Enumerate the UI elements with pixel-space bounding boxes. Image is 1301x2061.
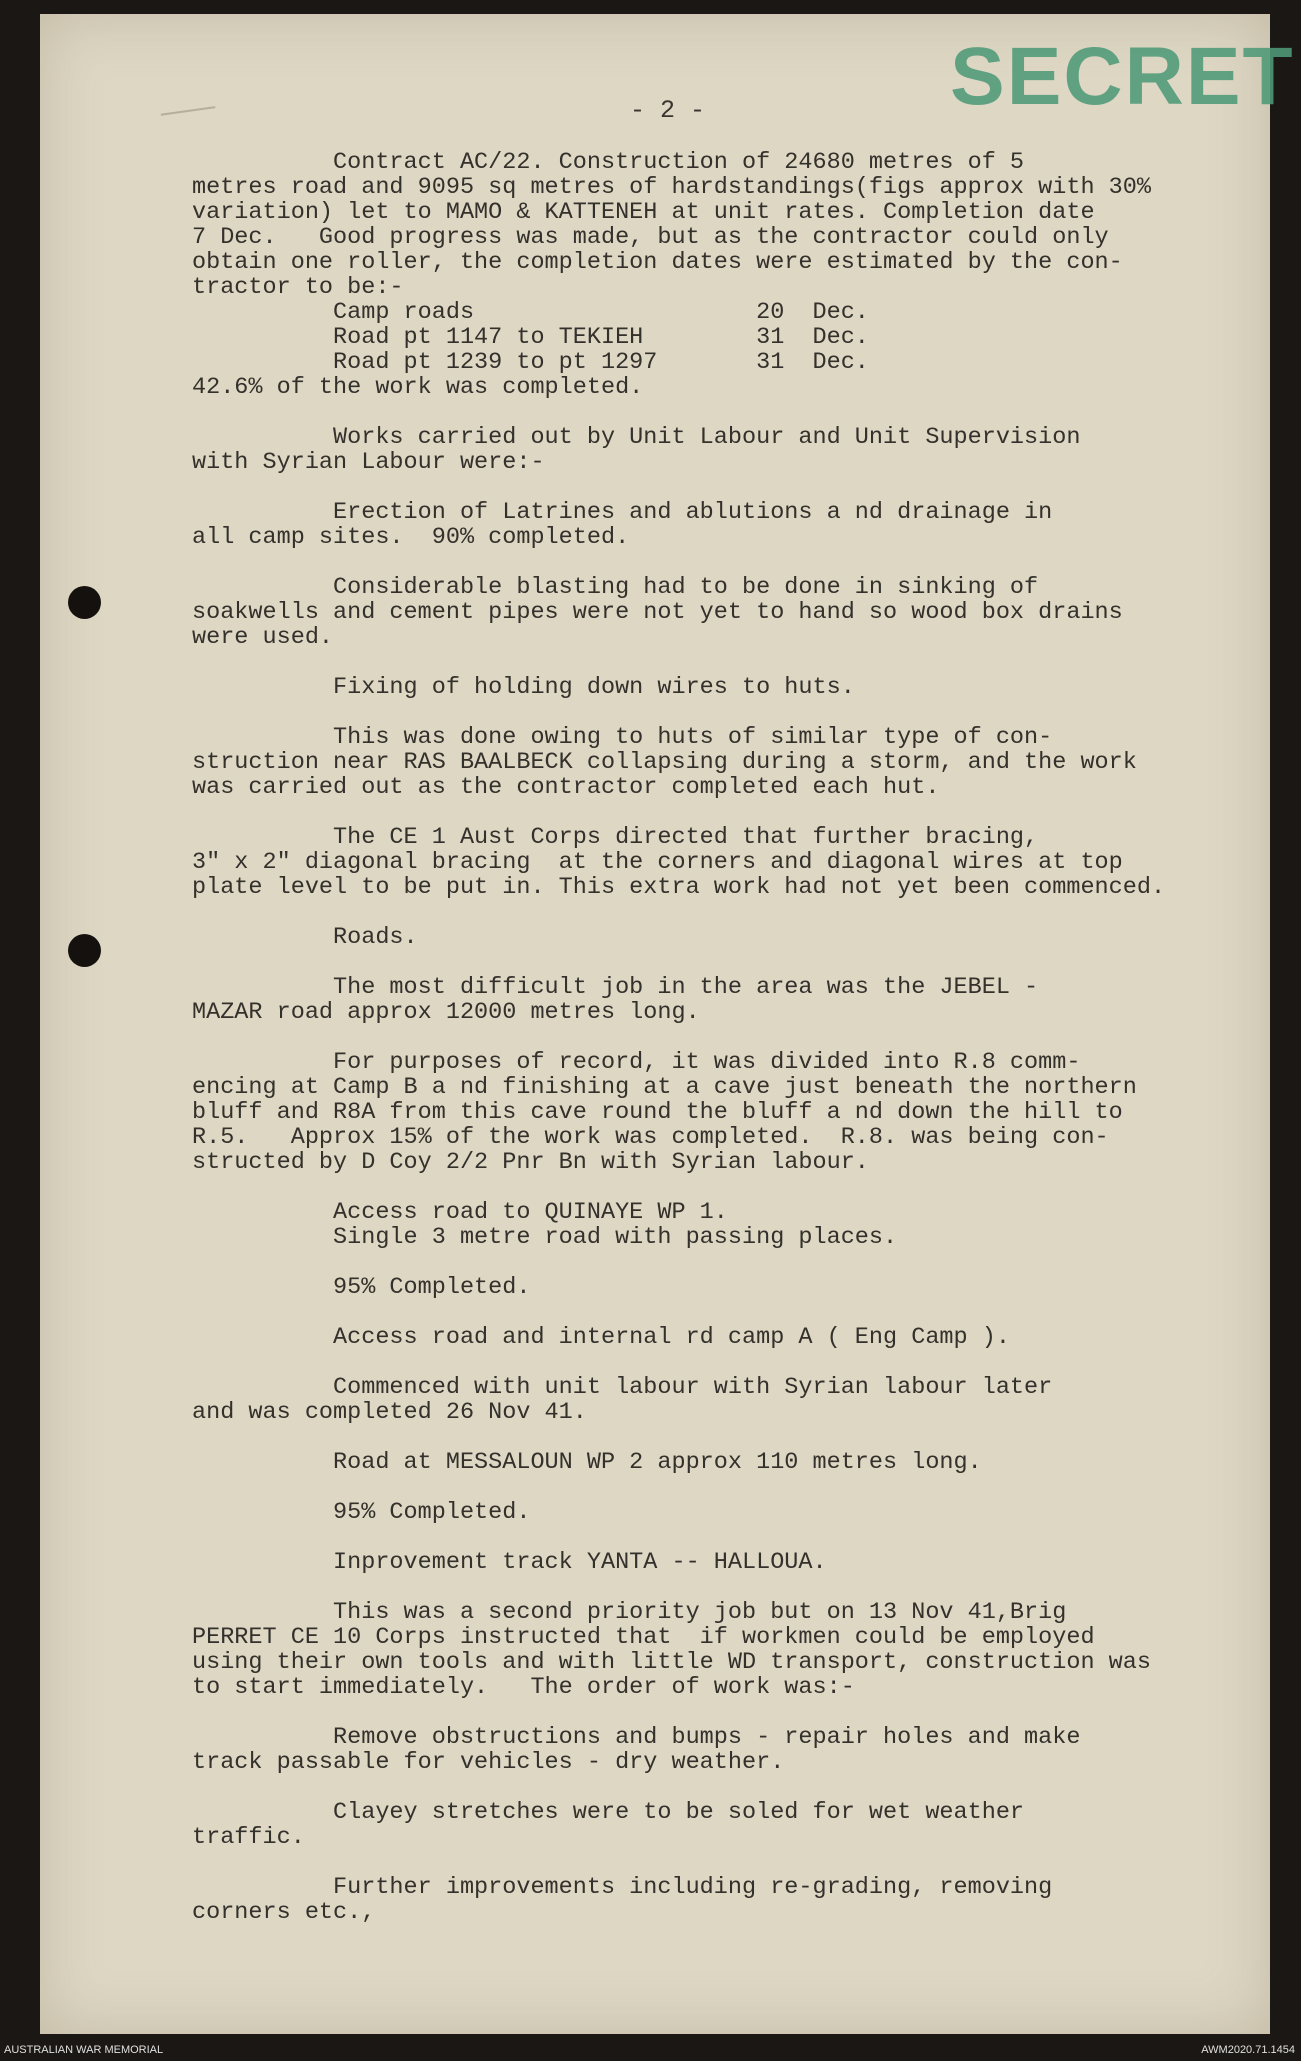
text-line xyxy=(192,1250,1252,1275)
text-line: Road at MESSALOUN WP 2 approx 110 metres long. xyxy=(192,1449,982,1476)
text-line xyxy=(192,1475,1252,1500)
text-line: Commenced with unit labour with Syrian labour later xyxy=(192,1374,1053,1401)
text-line: Remove obstructions and bumps - repair holes and make xyxy=(192,1724,1081,1751)
text-line: Access road and internal rd camp A ( Eng Camp ). xyxy=(192,1324,1010,1351)
text-line: Fixing of holding down wires to huts. xyxy=(192,674,855,701)
text-line: structed by D Coy 2/2 Pnr Bn with Syrian labour. xyxy=(192,1149,869,1176)
text-line: This was done owing to huts of similar type of con- xyxy=(192,724,1053,751)
text-line: Single 3 metre road with passing places. xyxy=(192,1224,898,1251)
text-line: and was completed 26 Nov 41. xyxy=(192,1399,587,1426)
text-line xyxy=(192,1425,1252,1450)
text-line xyxy=(192,1025,1252,1050)
text-line: metres road and 9095 sq metres of hardstandings(figs approx with 30% xyxy=(192,174,1151,201)
text-line: 3" x 2" diagonal bracing at the corners and diagonal wires at top xyxy=(192,849,1123,876)
text-line: track passable for vehicles - dry weather. xyxy=(192,1749,785,1776)
text-line: tractor to be:- xyxy=(192,274,404,301)
text-line xyxy=(192,1525,1252,1550)
text-line: plate level to be put in. This extra work had not yet been commenced. xyxy=(192,874,1166,901)
text-line: all camp sites. 90% completed. xyxy=(192,524,630,551)
text-line: 95% Completed. xyxy=(192,1274,531,1301)
text-line xyxy=(192,650,1252,675)
text-line: using their own tools and with little WD transport, construction was xyxy=(192,1649,1151,1676)
text-line xyxy=(192,950,1252,975)
document-body xyxy=(192,150,1252,1925)
text-line: Works carried out by Unit Labour and Unit Supervision xyxy=(192,424,1081,451)
text-line xyxy=(192,1850,1252,1875)
text-line: obtain one roller, the completion dates were estimated by the con- xyxy=(192,249,1123,276)
text-line: struction near RAS BAALBECK collapsing during a storm, and the work xyxy=(192,749,1137,776)
text-line: soakwells and cement pipes were not yet to hand so wood box drains xyxy=(192,599,1123,626)
text-line: 95% Completed. xyxy=(192,1499,531,1526)
text-line: Roads. xyxy=(192,924,418,951)
text-line: Road pt 1239 to pt 1297 31 Dec. xyxy=(192,349,869,376)
text-line xyxy=(192,550,1252,575)
text-line: 7 Dec. Good progress was made, but as the contractor could only xyxy=(192,224,1109,251)
text-line xyxy=(192,1775,1252,1800)
text-line: R.5. Approx 15% of the work was completed. R.8. was being con- xyxy=(192,1124,1109,1151)
text-line: PERRET CE 10 Corps instructed that if workmen could be employed xyxy=(192,1624,1095,1651)
text-line: Further improvements including re-grading, removing xyxy=(192,1874,1053,1901)
text-line xyxy=(192,700,1252,725)
text-line xyxy=(192,475,1252,500)
text-line: Considerable blasting had to be done in sinking of xyxy=(192,574,1039,601)
punch-hole xyxy=(68,586,101,619)
secret-stamp: SECRET xyxy=(950,31,1295,122)
text-line: with Syrian Labour were:- xyxy=(192,449,545,476)
text-line xyxy=(192,400,1252,425)
text-line: Contract AC/22. Construction of 24680 metres of 5 xyxy=(192,149,1025,176)
pencil-mark xyxy=(160,98,216,116)
document-page xyxy=(40,14,1295,2034)
text-line xyxy=(192,1350,1252,1375)
text-line xyxy=(192,1300,1252,1325)
page-number: - 2 - xyxy=(630,96,706,125)
text-line xyxy=(192,800,1252,825)
text-line xyxy=(192,900,1252,925)
text-line: encing at Camp B a nd finishing at a cave just beneath the northern xyxy=(192,1074,1137,1101)
punch-hole xyxy=(68,934,101,967)
text-line: The most difficult job in the area was the JEBEL - xyxy=(192,974,1039,1001)
footer-right: AWM2020.71.1454 xyxy=(1201,2044,1295,2056)
text-line xyxy=(192,1175,1252,1200)
text-line: corners etc., xyxy=(192,1899,376,1926)
text-line: The CE 1 Aust Corps directed that further bracing, xyxy=(192,824,1039,851)
footer-left: AUSTRALIAN WAR MEMORIAL xyxy=(4,2044,164,2056)
text-line: traffic. xyxy=(192,1824,305,1851)
text-line: variation) let to MAMO & KATTENEH at unit rates. Completion date xyxy=(192,199,1095,226)
text-line xyxy=(192,1575,1252,1600)
text-line: Road pt 1147 to TEKIEH 31 Dec. xyxy=(192,324,869,351)
text-line: was carried out as the contractor completed each hut. xyxy=(192,774,940,801)
text-line: 42.6% of the work was completed. xyxy=(192,374,644,401)
text-line: Access road to QUINAYE WP 1. xyxy=(192,1199,728,1226)
text-line: were used. xyxy=(192,624,334,651)
text-line: bluff and R8A from this cave round the bluff a nd down the hill to xyxy=(192,1099,1123,1126)
text-line: MAZAR road approx 12000 metres long. xyxy=(192,999,700,1026)
text-line xyxy=(192,1700,1252,1725)
text-line: For purposes of record, it was divided into R.8 comm- xyxy=(192,1049,1081,1076)
text-line: Erection of Latrines and ablutions a nd drainage in xyxy=(192,499,1053,526)
text-line: Clayey stretches were to be soled for wet weather xyxy=(192,1799,1025,1826)
text-line: to start immediately. The order of work was:- xyxy=(192,1674,855,1701)
text-line: Inprovement track YANTA -- HALLOUA. xyxy=(192,1549,827,1576)
text-line: Camp roads 20 Dec. xyxy=(192,299,869,326)
text-line: This was a second priority job but on 13 Nov 41,Brig xyxy=(192,1599,1067,1626)
